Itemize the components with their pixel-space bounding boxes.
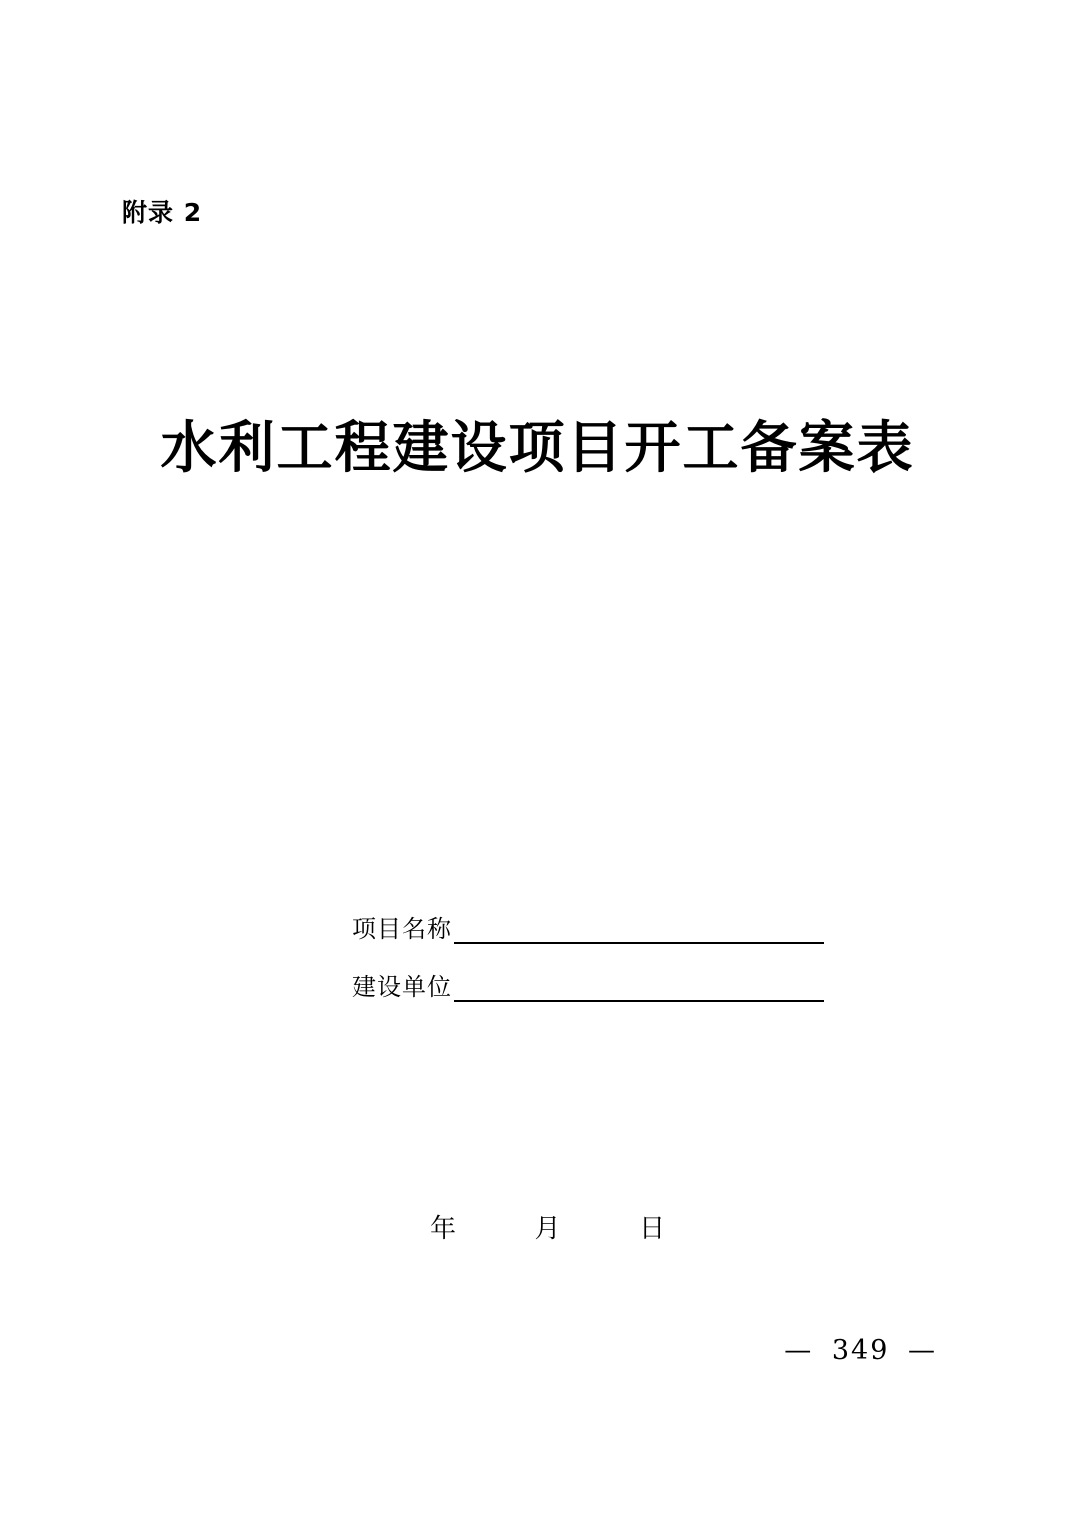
- form-fields: [352, 910, 852, 1026]
- page-number-left-dash: —: [784, 1335, 814, 1366]
- project-name-input[interactable]: [454, 916, 824, 944]
- field-row-project-name: [352, 910, 852, 944]
- construction-unit-input[interactable]: [454, 974, 824, 1002]
- construction-unit-label: 建设单位: [352, 973, 452, 1001]
- date-year-label: 年: [430, 1214, 459, 1244]
- date-month-label: 月: [534, 1214, 563, 1244]
- project-name-label: 项目名称: [352, 915, 452, 943]
- page-title: 水利工程建设项目开工备案表: [160, 414, 915, 481]
- date-day-label: 日: [639, 1214, 668, 1244]
- date-line: [430, 1208, 667, 1245]
- page-number-footer: [776, 1335, 945, 1366]
- page-number-right-dash: —: [908, 1335, 937, 1366]
- appendix-label: 附录 2: [122, 198, 203, 227]
- page-number-value: 349: [831, 1335, 890, 1366]
- field-row-construction-unit: [352, 968, 852, 1002]
